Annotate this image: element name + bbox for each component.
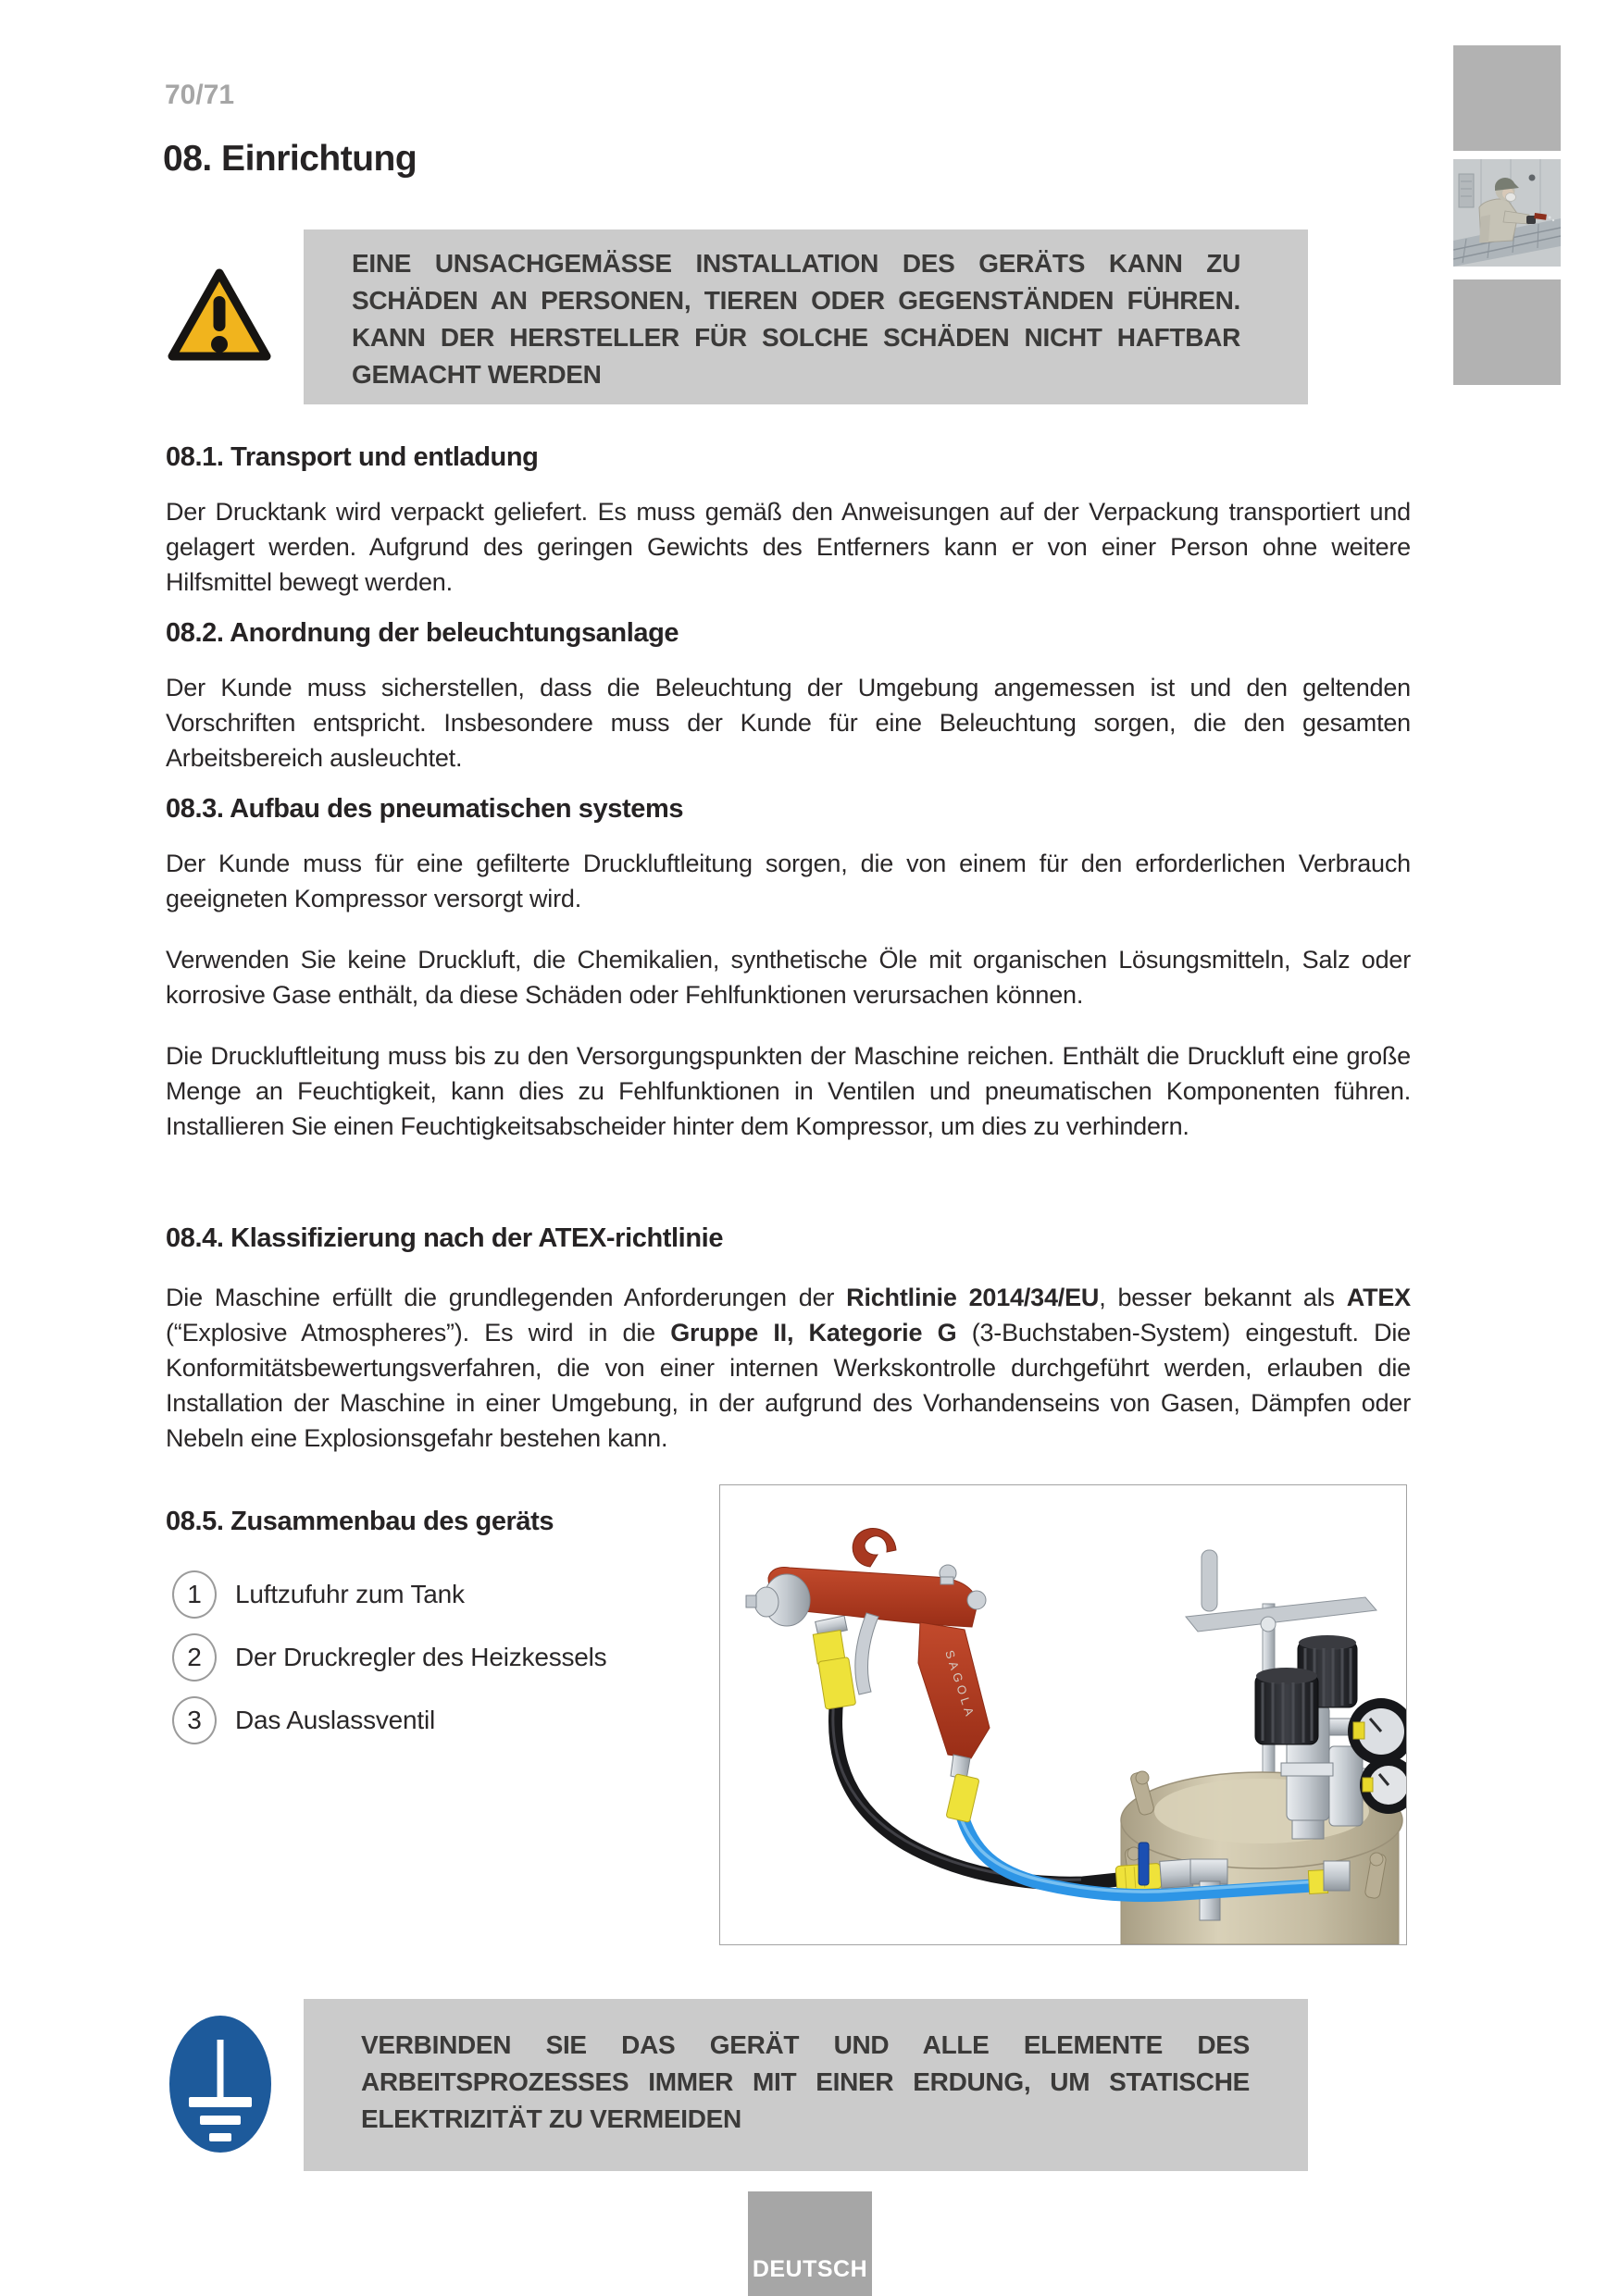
equipment-figure bbox=[719, 1484, 1407, 1945]
spray-gun-tank-illustration bbox=[720, 1485, 1406, 1944]
drain-valve bbox=[1190, 1859, 1227, 1884]
gun-brand-text: SAGOLA bbox=[942, 1648, 978, 1721]
section-08-3-paragraph-1: Der Kunde muss für eine gefilterte Druckluftleitung sorgen, die von einem für den erforderlichen Verbrauch geeigneten Kompressor versorgt wird. bbox=[166, 850, 1411, 912]
grounding-warning-text: VERBINDEN SIE DAS GERÄT UND ALLE ELEMENTE DES ARBEITSPROZESSES IMMER MIT EINER ERDUNG, UM STATISCHE ELEKTRIZITÄT ZU VERMEIDEN bbox=[361, 2030, 1250, 2133]
section-heading-08-5: 08.5. Zusammenbau des geräts bbox=[166, 1507, 554, 1536]
spray-gun bbox=[746, 1529, 990, 1823]
warning-top-text: EINE UNSACHGEMÄSSE INSTALLATION DES GERÄTS KANN ZU SCHÄDEN AN PERSONEN, TIEREN ODER GEGENSTÄNDEN FÜHREN. KANN DER HERSTELLER FÜR SOLCHE SCHÄDEN NICHT HAFTBAR GEMACHT WERDEN bbox=[352, 249, 1240, 389]
assembly-item-1 bbox=[172, 1571, 465, 1618]
section-heading-08-1: 08.1. Transport und entladung bbox=[166, 442, 539, 472]
item-number-badge: 1 bbox=[172, 1570, 217, 1619]
item-number-badge: 3 bbox=[172, 1696, 217, 1744]
section-08-3-paragraph-2: Verwenden Sie keine Druckluft, die Chemikalien, synthetische Öle mit organischen Lösungsmitteln, Salz oder korrosive Gase enthält, da diese Schäden oder Fehlfunktionen verursachen können. bbox=[166, 946, 1411, 1009]
section-heading-08-2: 08.2. Anordnung der beleuchtungsanlage bbox=[166, 618, 679, 648]
page-number: 70/71 bbox=[165, 80, 235, 110]
warning-box-bottom bbox=[304, 1999, 1308, 2171]
item-label: Der Druckregler des Heizkessels bbox=[235, 1643, 607, 1671]
section-08-1-paragraph: Der Drucktank wird verpackt geliefert. Es muss gemäß den Anweisungen auf der Verpackung transportiert und gelagert werden. Aufgrund des geringen Gewichts des Entferners kann er von einer Person ohne weitere Hilfsmittel bewegt werden. bbox=[166, 498, 1411, 596]
warning-box-top bbox=[304, 230, 1308, 404]
item-number-badge: 2 bbox=[172, 1633, 217, 1682]
sidebar-square-bottom bbox=[1453, 279, 1561, 385]
spray-booth-photo bbox=[1453, 159, 1561, 267]
item-label: Das Auslassventil bbox=[235, 1706, 436, 1734]
page-title: 08. Einrichtung bbox=[163, 139, 417, 179]
ground-earth-icon bbox=[168, 2014, 272, 2154]
warning-triangle-icon bbox=[164, 265, 275, 366]
section-heading-08-3: 08.3. Aufbau des pneumatischen systems bbox=[166, 794, 684, 824]
ball-valve-handle bbox=[1139, 1843, 1149, 1885]
section-08-2-paragraph: Der Kunde muss sicherstellen, dass die Beleuchtung der Umgebung angemessen ist und den geltenden Vorschriften entspricht. Insbesondere muss der Kunde für eine Beleuchtung sorgen, die den gesamten Arbeitsbereich ausleuchtet. bbox=[166, 674, 1411, 772]
section-08-4-paragraph: Die Maschine erfüllt die grundlegenden Anforderungen der Richtlinie 2014/34/EU, besser bekannt als ATEX (“Explosive Atmospheres”). Es wird in die Gruppe II, Kategorie G (3-Buchstaben-System) eingestuft. Die Konformitätsbewertungsverfahren, die von einer internen Werkskontrolle durchgeführt werden, erlauben die Installation der Maschine in einer Umgebung, in der aufgrund des Vorhandenseins von Gasen, Dämpfen oder Nebeln eine Explosionsgefahr bestehen kann. bbox=[166, 1284, 1411, 1452]
section-08-3-paragraph-3: Die Druckluftleitung muss bis zu den Versorgungspunkten der Maschine reichen. Enthält die Druckluft eine große Menge an Feuchtigkeit, kann dies zu Fehlfunktionen in Ventilen und pneumatischen Komponenten führen. Installieren Sie einen Feuchtigkeitsabscheider hinter dem Kompressor, um dies zu verhindern. bbox=[166, 1042, 1411, 1140]
section-heading-08-4: 08.4. Klassifizierung nach der ATEX-richtlinie bbox=[166, 1223, 724, 1253]
item-label: Luftzufuhr zum Tank bbox=[235, 1580, 465, 1608]
assembly-item-2 bbox=[172, 1634, 606, 1681]
language-tab-deutsch bbox=[748, 2191, 872, 2296]
sidebar-square-top bbox=[1453, 45, 1561, 151]
assembly-item-3 bbox=[172, 1697, 435, 1744]
language-tab-label: DEUTSCH bbox=[752, 2256, 868, 2282]
regulator-knob bbox=[1255, 1668, 1318, 1744]
